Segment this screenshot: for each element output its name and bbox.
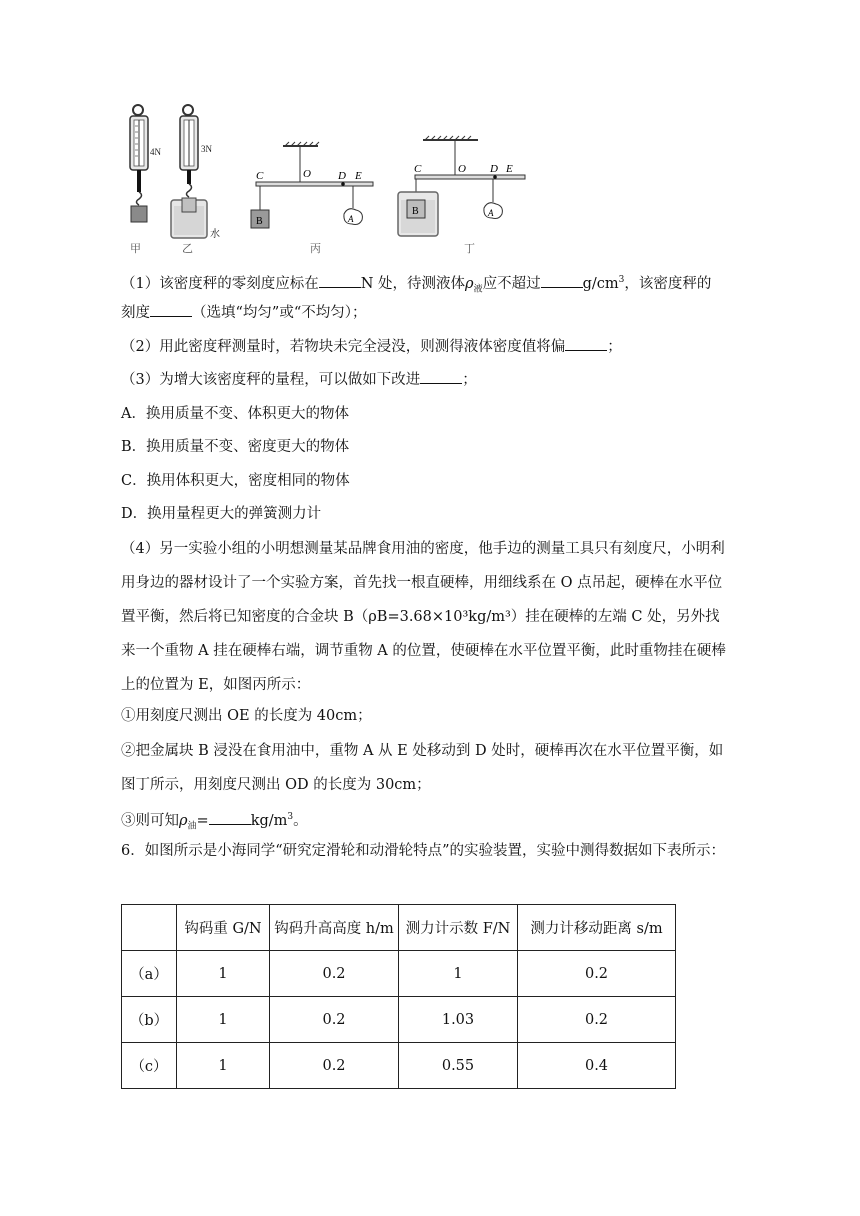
point-e-ding: E — [506, 163, 513, 175]
reading-jia: 4N — [150, 147, 161, 157]
table-cell: 0.2 — [270, 951, 399, 997]
q5-part1-line1: （1）该密度秤的零刻度应标在 N 处，待测液体$\rho_液$应不超过 $g/cm^3$，该密度秤的 — [121, 264, 741, 307]
label-jia: 甲 — [130, 243, 141, 255]
table-cell: 1 — [399, 951, 518, 997]
answer-blank[interactable] — [420, 367, 462, 384]
point-o-bing: O — [303, 168, 311, 180]
point-d-bing: D — [338, 170, 346, 182]
answer-blank[interactable] — [209, 808, 251, 825]
point-c-bing: C — [256, 170, 264, 182]
label-bing: 丙 — [310, 243, 321, 255]
table-cell: 1 — [177, 951, 270, 997]
table-cell: 0.2 — [270, 1043, 399, 1089]
label-yi: 乙 — [182, 243, 193, 255]
label-ding: 丁 — [464, 243, 475, 255]
q5-part4: （4）另一实验小组的小明想测量某品牌食用油的密度，他手边的测量工具只有刻度尺，小明利用身边的器材设计了一个实验方案，首先找一根直硬棒，用细线系在 O 点吊起，硬棒在水平位置平衡，然后将已知密度的合金块 B（ρB=3.68×10³kg/m³）挂在硬棒的左端 C 处，另外找来一个重物 A 挂在硬棒右端，调节重物 A 的位置，使硬棒在水平位置平衡，此时重物挂在硬棒上的位置为 E，如图丙所示： — [121, 541, 726, 693]
table-cell: （c） — [122, 1043, 177, 1089]
label-water: 水 — [210, 229, 220, 240]
table-cell: 0.2 — [270, 997, 399, 1043]
q5-step3: ③则可知$\rho_油= kg/m^3$。 — [121, 801, 741, 844]
point-d-ding: D — [490, 163, 498, 175]
block-b-ding: B — [412, 206, 419, 217]
table-row — [122, 997, 676, 1043]
point-e-bing: E — [355, 170, 362, 182]
point-c-ding: C — [414, 163, 422, 175]
table-header: 钩码升高高度 h/m — [270, 905, 399, 951]
q5-step1: ①用刻度尺测出 OE 的长度为 40cm； — [121, 708, 372, 724]
answer-blank[interactable] — [319, 271, 361, 288]
answer-blank[interactable] — [541, 271, 583, 288]
object-a-bing: A — [348, 214, 354, 224]
table-cell: （a） — [122, 951, 177, 997]
option-a: A．换用质量不变、体积更大的物体 — [121, 406, 349, 422]
q6-intro: 6．如图所示是小海同学“研究定滑轮和动滑轮特点”的实验装置，实验中测得数据如下表所示： — [121, 843, 726, 859]
lever-bing — [251, 142, 373, 228]
option-d: D．换用量程更大的弹簧测力计 — [121, 506, 322, 522]
table-cell: 0.2 — [518, 951, 676, 997]
q5-part1-line2: 刻度 （选填“均匀”或“不均匀）； — [121, 297, 741, 330]
pulley-data-table — [121, 904, 676, 1089]
table-header-row — [122, 905, 676, 951]
point-o-ding: O — [458, 163, 466, 175]
table-header: 测力计移动距离 s/m — [518, 905, 676, 951]
table-header: 测力计示数 F/N — [399, 905, 518, 951]
q5-part2: （2）用此密度秤测量时，若物块未完全浸没，则测得液体密度值将偏 ； — [121, 331, 741, 364]
table-cell: 0.55 — [399, 1043, 518, 1089]
option-c: C．换用体积更大，密度相同的物体 — [121, 473, 350, 489]
table-header — [122, 905, 177, 951]
reading-yi: 3N — [201, 144, 212, 154]
q5-step2: ②把金属块 B 浸没在食用油中，重物 A 从 E 处移动到 D 处时，硬棒再次在水平位置平衡，如图丁所示，用刻度尺测出 OD 的长度为 30cm； — [121, 743, 724, 793]
table-cell: 0.2 — [518, 997, 676, 1043]
table-header: 钩码重 G/N — [177, 905, 270, 951]
table-cell: 1.03 — [399, 997, 518, 1043]
q5-part3: （3）为增大该密度秤的量程，可以做如下改进 ； — [121, 364, 741, 397]
block-b-bing: B — [256, 216, 263, 227]
table-row — [122, 951, 676, 997]
lever-ding — [398, 136, 525, 236]
answer-blank[interactable] — [150, 300, 192, 317]
answer-blank[interactable] — [565, 334, 607, 351]
table-cell: （b） — [122, 997, 177, 1043]
table-cell: 1 — [177, 1043, 270, 1089]
experiment-figure — [118, 100, 558, 265]
table-cell: 1 — [177, 997, 270, 1043]
spring-scale-jia — [130, 105, 148, 222]
table-cell: 0.4 — [518, 1043, 676, 1089]
option-b: B．换用质量不变、密度更大的物体 — [121, 439, 350, 455]
table-row — [122, 1043, 676, 1089]
spring-scale-yi — [171, 105, 207, 238]
object-a-ding: A — [488, 208, 494, 218]
